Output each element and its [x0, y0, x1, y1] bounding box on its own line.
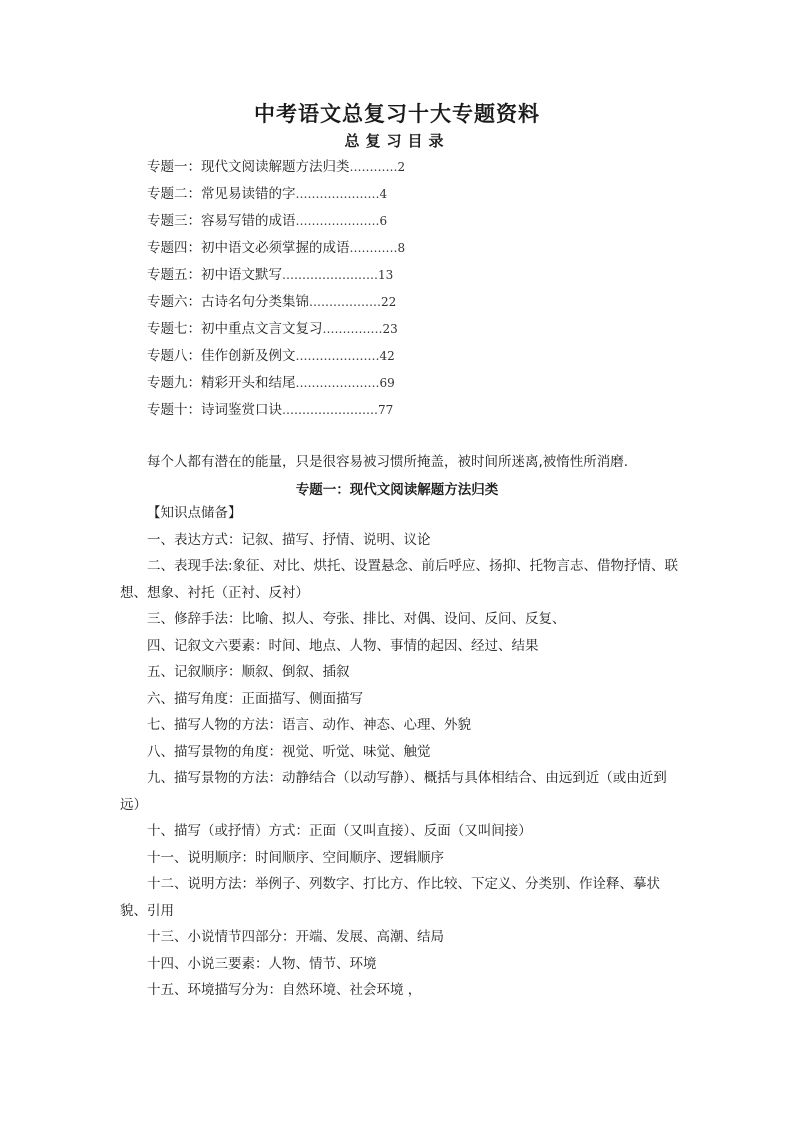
toc-entry — [147, 292, 405, 319]
toc-leader-dots: …………………… — [282, 268, 378, 282]
toc-entry — [147, 265, 405, 292]
toc-leader-dots: …………………… — [282, 403, 378, 417]
toc-page-number: 8 — [397, 241, 406, 255]
knowledge-point: 十五、环境描写分为：自然环境、社会环境 ， — [147, 982, 422, 998]
toc-page-number: 6 — [379, 214, 388, 228]
toc-entry-label: 专题五：初中语文默写 — [147, 267, 282, 283]
toc-entry — [147, 400, 405, 427]
toc-leader-dots: ………………… — [295, 214, 380, 228]
knowledge-header: 【知识点储备】 — [147, 505, 242, 521]
toc-entry — [147, 157, 405, 184]
toc-page-number: 69 — [379, 376, 395, 390]
document-title: 中考语文总复习十大专题资料 — [254, 101, 540, 126]
toc-entry-label: 专题八：佳作创新及例文 — [147, 348, 296, 364]
knowledge-point: 五、记叙顺序：顺叙、倒叙、插叙 — [147, 664, 350, 680]
toc-entry-label: 专题七：初中重点文言文复习 — [147, 321, 323, 337]
toc-leader-dots: ………………… — [295, 349, 380, 363]
toc-entry — [147, 238, 405, 265]
toc-leader-dots: ………………… — [295, 376, 380, 390]
toc-page-number: 22 — [381, 295, 397, 309]
knowledge-point: 十三、小说情节四部分：开端、发展、高潮、结局 — [147, 929, 444, 945]
toc-entry-label: 专题四：初中语文必须掌握的成语 — [147, 240, 350, 256]
knowledge-point: 十一、说明顺序：时间顺序、空间顺序、逻辑顺序 — [147, 849, 444, 866]
knowledge-point: 三、修辞手法：比喻、拟人、夸张、排比、对偶、设问、反问、反复、 — [147, 611, 566, 627]
toc-page-number: 2 — [397, 160, 406, 174]
motto-quote: 每个人都有潜在的能量，只是很容易被习惯所掩盖，被时间所迷离,被惰性所消磨. — [147, 454, 629, 470]
toc-heading: 总复习目录 — [344, 132, 450, 150]
toc-page-number: 13 — [378, 268, 394, 282]
toc-entry — [147, 346, 405, 373]
toc-entry-label: 专题十：诗词鉴赏口诀 — [147, 402, 282, 418]
toc-page-number: 42 — [379, 349, 395, 363]
knowledge-point: 二、表现手法:象征、对比、烘托、设置悬念、前后呼应、扬抑、托物言志、借物抒情、联想、想象、衬托（正衬、反衬） — [120, 558, 679, 601]
toc-entry-label: 专题九：精彩开头和结尾 — [147, 375, 296, 391]
knowledge-point: 四、记叙文六要素：时间、地点、人物、事情的起因、经过、结果 — [147, 637, 539, 654]
knowledge-point: 十、描写（或抒情）方式：正面（又叫直接）、反面（又叫间接） — [147, 823, 532, 839]
knowledge-point: 十四、小说三要素：人物、情节、环境 — [147, 955, 377, 972]
toc-leader-dots: ………… — [349, 241, 398, 255]
section-heading: 专题一：现代文阅读解题方法归类 — [295, 482, 499, 498]
knowledge-point: 七、描写人物的方法：语言、动作、神态、心理、外貌 — [147, 717, 471, 733]
knowledge-point: 十二、说明方法：举例子、列数字、打比方、作比较、下定义、分类别、作诠释、摹状貌、引用 — [120, 876, 660, 919]
toc-entry — [147, 319, 405, 346]
toc-entry-label: 专题二：常见易读错的字 — [147, 186, 296, 202]
toc-page-number: 23 — [382, 322, 398, 336]
knowledge-point: 九、描写景物的方法：动静结合（以动写静）、概括与具体相结合、由远到近（或由近到远） — [120, 770, 667, 813]
knowledge-point: 六、描写角度：正面描写、侧面描写 — [147, 690, 363, 707]
toc-entry-label: 专题六：古诗名句分类集锦 — [147, 294, 309, 310]
toc-entry-label: 专题一：现代文阅读解题方法归类 — [147, 159, 350, 175]
toc-page-number: 77 — [378, 403, 394, 417]
toc-entry-label: 专题三：容易写错的成语 — [147, 213, 296, 229]
toc-page-number: 4 — [379, 187, 388, 201]
toc-leader-dots: ………… — [349, 160, 398, 174]
toc-entry — [147, 211, 405, 238]
toc-entry — [147, 373, 405, 400]
toc-leader-dots: …………… — [322, 322, 383, 336]
section-body — [120, 500, 680, 1004]
table-of-contents — [147, 157, 405, 427]
toc-entry — [147, 184, 405, 211]
toc-leader-dots: ………………… — [295, 187, 380, 201]
knowledge-point: 一、表达方式：记叙、描写、抒情、说明、议论 — [147, 531, 431, 548]
toc-leader-dots: ……………… — [309, 295, 381, 309]
knowledge-point: 八、描写景物的角度：视觉、听觉、味觉、触觉 — [147, 743, 431, 760]
